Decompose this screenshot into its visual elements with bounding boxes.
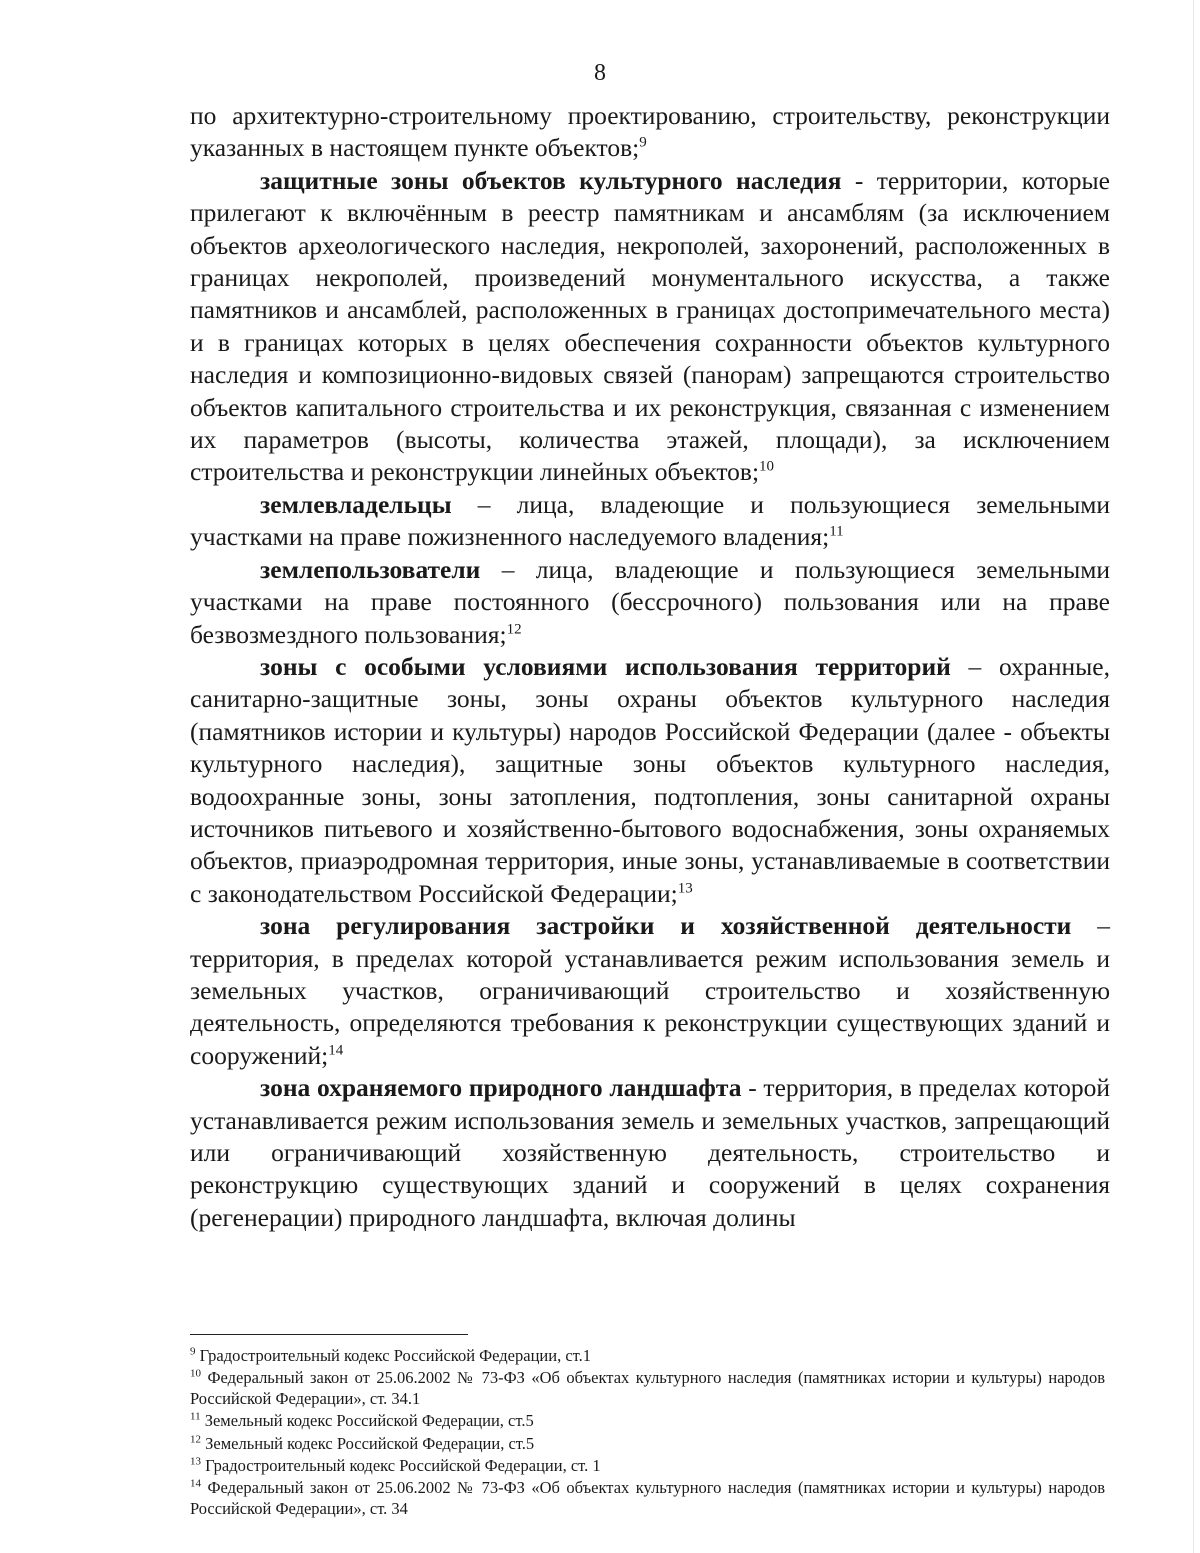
defined-term: зона охраняемого природного ландшафта [260,1073,742,1103]
footnote-ref: 11 [829,523,844,540]
footnote [190,1368,1105,1409]
defined-term: землепользователи [260,554,481,584]
footnote [190,1434,1105,1454]
definition-text: - территория, в пределах которой устанавливается режим использования земель и земельных участков, запрещающий или ограничивающий хозяйственную деятельность, строительство и реконструкцию существующих зданий и сооружений в целях сохранения (регенерации) природного ландшафта, включая долины [190,1073,1110,1232]
footnote-text: Федеральный закон от 25.06.2002 № 73-ФЗ «Об объектах культурного наследия (памятниках истории и культуры) народов Российской Федерации», ст. 34 [190,1478,1106,1518]
page-number: 8 [594,60,606,86]
footnote-number: 11 [190,1410,201,1423]
footnote-number: 13 [190,1455,201,1468]
footnote [190,1456,1105,1476]
definition-text: – лица, владеющие и пользующиеся земельными участками на праве пожизненного наследуемого владения; [190,489,1110,552]
footnote-divider [190,1334,468,1335]
definition-paragraph [190,489,1110,554]
defined-term: защитные зоны объектов культурного наследия [260,165,842,195]
footnote [190,1411,1105,1431]
footnote-number: 14 [190,1477,201,1490]
footnote-number: 10 [190,1367,201,1380]
definition-paragraph [190,165,1110,489]
defined-term: зона регулирования застройки и хозяйственной деятельности [260,911,1072,941]
footnote-ref: 14 [328,1042,344,1059]
footnote-text: Земельный кодекс Российской Федерации, ст.5 [204,1411,534,1431]
defined-term: землевладельцы [260,489,452,519]
footnote-text: Федеральный закон от 25.06.2002 № 73-ФЗ «Об объектах культурного наследия (памятниках истории и культуры) народов Российской Федерации», ст. 34.1 [190,1368,1106,1408]
definition-paragraph [190,910,1110,1072]
paragraph-text: по архитектурно-строительному проектированию, строительству, реконструкции указанных в настоящем пункте объектов; [190,101,1110,163]
definition-text: – охранные, санитарно-защитные зоны, зоны охраны объектов культурного наследия (памятников истории и культуры) народов Российской Федерации (далее - объекты культурного наследия), защитные зоны объектов культурного наследия, водоохранные зоны, зоны затопления, подтопления, зоны санитарной охраны источников питьевого и хозяйственно-бытового водоснабжения, зоны охраняемых объектов, приаэродромная территория, иные зоны, устанавливаемые в соответствии с законодательством Российской Федерации; [190,651,1110,908]
footnote-ref: 9 [639,134,647,151]
body-text [190,100,1110,1234]
scan-edge [1193,0,1194,1553]
footnote-text: Градостроительный кодекс Российской Федерации, ст. 1 [205,1456,601,1476]
definition-text: - территории, которые прилегают к включённым в реестр памятникам и ансамблям (за исключением объектов археологического наследия, некрополей, захоронений, расположенных в границах некрополей, произведений монументального искусства, а также памятников и ансамблей, расположенных в границах достопримечательного места) и в границах которых в целях обеспечения сохранности объектов культурного наследия и композиционно-видовых связей (панорам) запрещаются строительство объектов капитального строительства и их реконструкция, связанная с изменением их параметров (высоты, количества этажей, площади), за исключением строительства и реконструкции линейных объектов; [190,165,1110,487]
footnote-ref: 10 [759,458,775,475]
definition-paragraph [190,554,1110,651]
footnote [190,1346,1105,1366]
footnote-text: Градостроительный кодекс Российской Федерации, ст.1 [199,1346,591,1365]
footnote-number: 9 [190,1345,196,1358]
definition-paragraph [190,651,1110,910]
footnote-ref: 12 [506,621,522,637]
definition-text: – лица, владеющие и пользующиеся земельными участками на праве постоянного (бессрочного) пользования или на праве безвозмездного пользования; [190,554,1110,649]
footnote [190,1478,1105,1519]
paragraph-continuation [190,100,1110,165]
footnotes [190,1346,1105,1521]
defined-term: зоны с особыми условиями использования территорий [260,651,951,681]
definition-paragraph [190,1072,1110,1234]
footnote-number: 12 [190,1433,201,1446]
footnote-ref: 13 [677,880,693,897]
footnote-text: Земельный кодекс Российской Федерации, ст.5 [205,1433,535,1453]
definition-text: – территория, в пределах которой устанавливается режим использования земель и земельных участков, ограничивающий строительство и хозяйственную деятельность, определяются требования к реконструкции существующих зданий и сооружений; [190,911,1110,1070]
